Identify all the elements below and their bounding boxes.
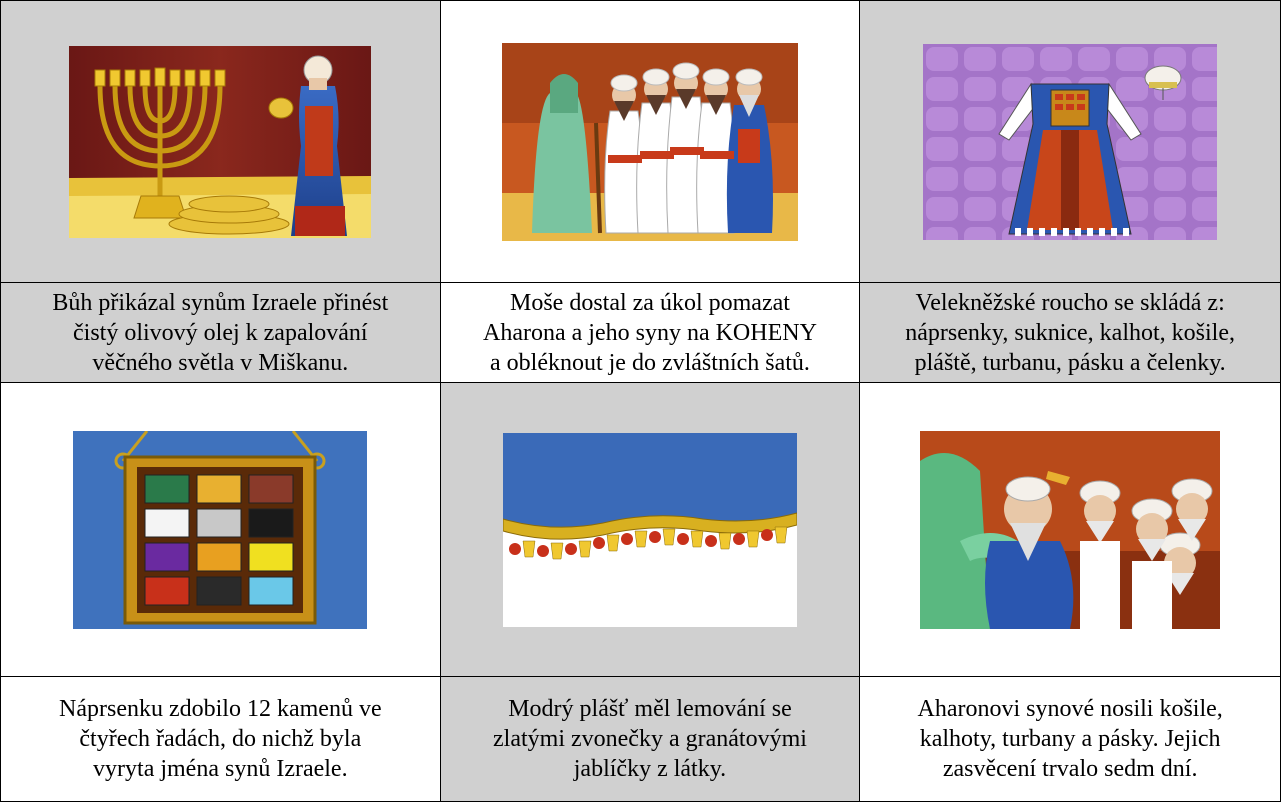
caption-line: Velekněžské roucho se skládá z: bbox=[915, 289, 1225, 316]
caption-line: zasvěcení trvalo sedm dní. bbox=[942, 756, 1198, 782]
caption-text bbox=[860, 288, 1280, 378]
caption-text bbox=[441, 288, 860, 378]
caption-line: Aharonovi synové nosili košile, bbox=[917, 696, 1223, 722]
hem-image bbox=[503, 433, 797, 627]
caption-line: zlatými zvonečky a granátovými bbox=[493, 726, 807, 752]
breastplate-cell bbox=[1, 383, 441, 677]
caption-line: a obléknout je do zvláštních šatů. bbox=[490, 349, 810, 376]
caption-line: věčného světla v Miškanu. bbox=[92, 349, 349, 376]
image-row-1 bbox=[1, 1, 1281, 283]
caption-row-2 bbox=[1, 677, 1281, 802]
caption-line: Náprsenku zdobilo 12 kamenů ve bbox=[59, 696, 382, 722]
caption-cell bbox=[1, 283, 441, 383]
menorah-image bbox=[69, 46, 371, 238]
caption-text bbox=[441, 694, 860, 784]
image-row-2 bbox=[1, 383, 1281, 677]
caption-cell bbox=[440, 677, 860, 802]
robe-image bbox=[923, 44, 1217, 240]
caption-line: Aharona a jeho syny na KOHENY bbox=[483, 319, 817, 346]
caption-line: pláště, turbanu, pásku a čelenky. bbox=[914, 349, 1226, 376]
caption-text bbox=[1, 288, 440, 378]
caption-line: kalhoty, turbany a pásky. Jejich bbox=[919, 726, 1221, 752]
hem-cell bbox=[440, 383, 860, 677]
caption-line: čistý olivový olej k zapalování bbox=[73, 319, 368, 346]
caption-cell bbox=[860, 677, 1281, 802]
priests-image bbox=[502, 43, 798, 241]
anointing-cell bbox=[860, 383, 1281, 677]
breastplate-image bbox=[73, 431, 367, 629]
menorah-cell bbox=[1, 1, 441, 283]
caption-text bbox=[1, 694, 440, 784]
caption-cell bbox=[860, 283, 1281, 383]
caption-cell bbox=[1, 677, 441, 802]
caption-line: náprsenky, suknice, kalhot, košile, bbox=[905, 319, 1235, 346]
caption-line: Bůh přikázal synům Izraele přinést bbox=[52, 289, 389, 316]
robe-cell bbox=[860, 1, 1281, 283]
priests-cell bbox=[440, 1, 860, 283]
caption-line: Moše dostal za úkol pomazat bbox=[509, 289, 790, 316]
caption-line: čtyřech řadách, do nichž byla bbox=[79, 726, 362, 752]
caption-line: vyryta jména synů Izraele. bbox=[93, 756, 348, 782]
caption-cell bbox=[440, 283, 860, 383]
caption-line: jablíčky z látky. bbox=[573, 756, 727, 782]
caption-text bbox=[860, 694, 1280, 784]
caption-row-1 bbox=[1, 283, 1281, 383]
anointing-image bbox=[920, 431, 1220, 629]
caption-line: Modrý plášť měl lemování se bbox=[508, 696, 792, 722]
